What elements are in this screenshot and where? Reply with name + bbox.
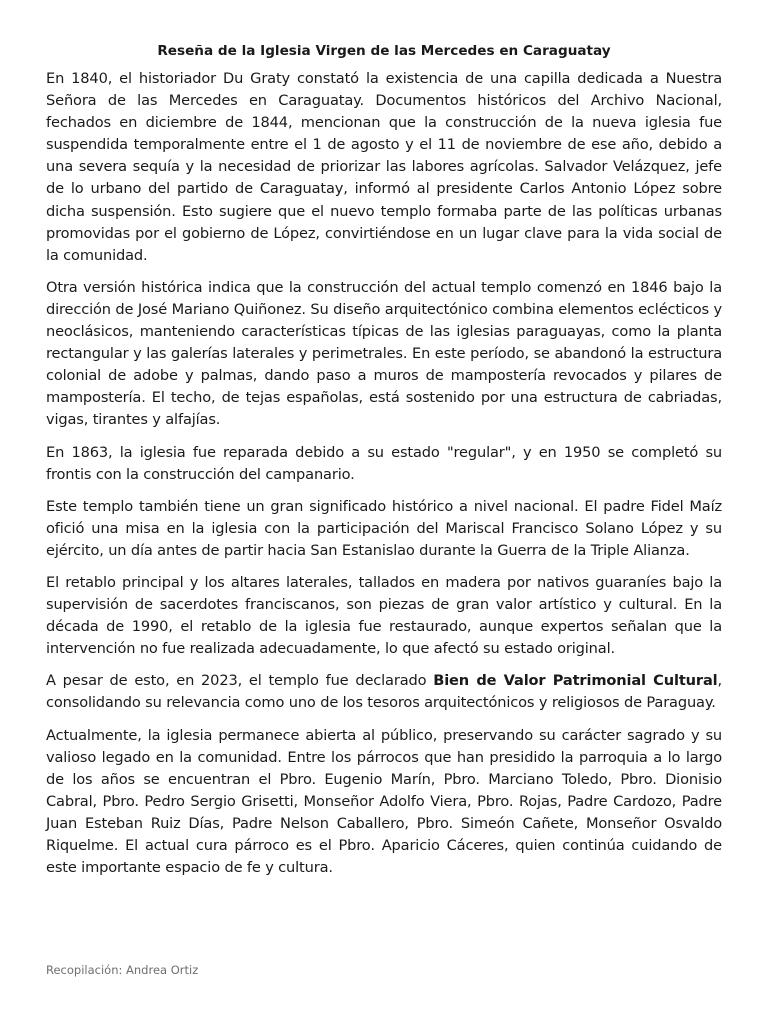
paragraph-national-significance: Este templo también tiene un gran significado histórico a nivel nacional. El padre Fidel Maíz ofició una misa en la iglesia con la participación del Mariscal Francisco Solano López y su ejército, un día antes de partir hacia San Estanislao durante la Guerra de la Triple Alianza. <box>46 497 722 559</box>
heritage-text-before: A pesar de esto, en 2023, el templo fue declarado <box>46 672 434 690</box>
paragraph-heritage <box>46 670 722 714</box>
paragraph-current-state: Actualmente, la iglesia permanece abierta al público, preservando su carácter sagrado y su valioso legado en la comunidad. Entre los párrocos que han presidido la parroquia a lo largo de los años se encuentran el Pbro. Eugenio Marín, Pbro. Marciano Toledo, Pbro. Dionisio Cabral, Pbro. Pedro Sergio Grisetti, Monseñor Adolfo Viera, Pbro. Rojas, Padre Cardozo, Padre Juan Esteban Ruiz Días, Padre Nelson Caballero, Pbro. Simeón Cañete, Monseñor Osvaldo Riquelme. El actual cura párroco es el Pbro. Aparicio Cáceres, quien continúa cuidando de este importante espacio de fe y cultura. <box>46 726 722 877</box>
heritage-text-after: , consolidando su relevancia como uno de los tesoros arquitectónicos y religiosos de Paraguay. <box>46 672 722 712</box>
paragraph-architecture: Otra versión histórica indica que la construcción del actual templo comenzó en 1846 bajo la dirección de José Mariano Quiñonez. Su diseño arquitectónico combina elementos eclécticos y neoclásicos, manteniendo características típicas de las iglesias paraguayas, como la planta rectangular y las galerías laterales y perimetrales. En este período, se abandonó la estructura colonial de adobe y palmas, dando paso a muros de mampostería revocados y pilares de mampostería. El techo, de tejas españolas, está sostenido por una estructura de cabriadas, vigas, tirantes y alfajías. <box>46 278 722 429</box>
document-page <box>46 40 722 889</box>
heritage-declaration: Bien de Valor Patrimonial Cultural <box>433 672 718 690</box>
compilation-credit: Recopilación: Andrea Ortiz <box>46 963 199 977</box>
paragraph-history: En 1840, el historiador Du Graty constató la existencia de una capilla dedicada a Nuestra Señora de las Mercedes en Caraguatay. Documentos históricos del Archivo Nacional, fechados en diciembre de 1844, mencionan que la construcción de la nueva iglesia fue suspendida temporalmente entre el 1 de agosto y el 11 de noviembre de ese año, debido a una severa sequía y la necesidad de priorizar las labores agrícolas. Salvador Velázquez, jefe de lo urbano del partido de Caraguatay, informó al presidente Carlos Antonio López sobre dicha suspensión. Esto sugiere que el nuevo templo formaba parte de las políticas urbanas promovidas por el gobierno de López, convirtiéndose en un lugar clave para la vida social de la comunidad. <box>46 70 722 264</box>
paragraph-repairs: En 1863, la iglesia fue reparada debido a su estado "regular", y en 1950 se completó su frontis con la construcción del campanario. <box>46 443 722 483</box>
document-title: Reseña de la Iglesia Virgen de las Mercedes en Caraguatay <box>157 43 611 59</box>
paragraph-retablo: El retablo principal y los altares laterales, tallados en madera por nativos guaraníes bajo la supervisión de sacerdotes franciscanos, son piezas de gran valor artístico y cultural. En la década de 1990, el retablo de la iglesia fue restaurado, aunque expertos señalan que la intervención no fue realizada adecuadamente, lo que afectó su estado original. <box>46 573 722 658</box>
